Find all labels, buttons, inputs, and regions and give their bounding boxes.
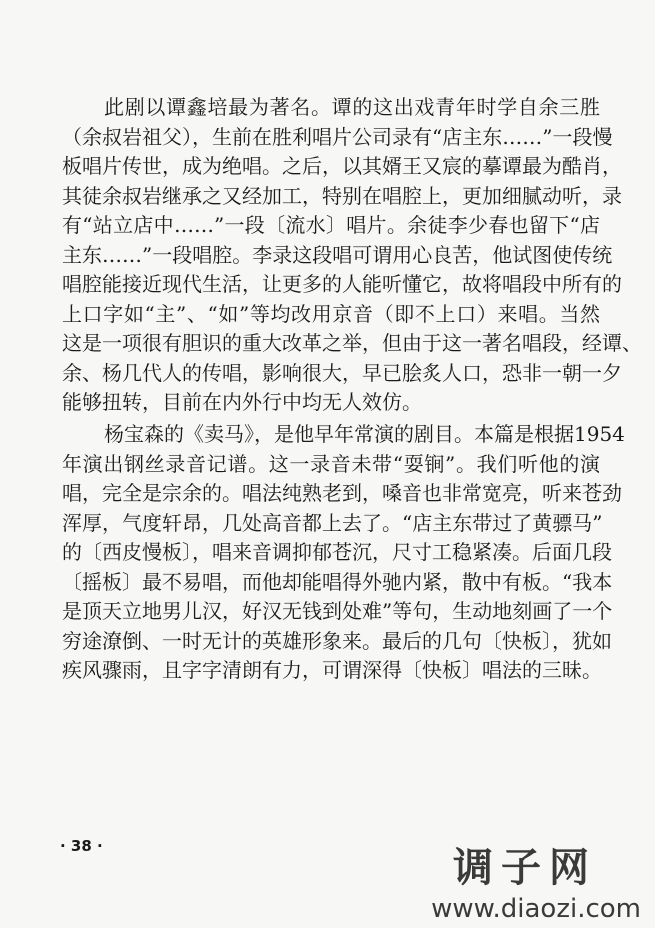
text-line: （余叔岩祖父），生前在胜利唱片公司录有“店主东……”一段慢 — [62, 124, 613, 149]
paragraph-2 — [62, 420, 625, 686]
text-line: 穷途潦倒、一时无计的英雄形象来。最后的几句〔快板〕，犹如 — [62, 628, 612, 653]
text-line: 唱腔能接近现代生活，让更多的人能听懂它，故将唱段中所有的 — [62, 272, 622, 296]
text-line: 浑厚，气度轩昂，几处高音都上去了。“店主东带过了黄骠马” — [62, 510, 603, 535]
text-line: 的〔西皮慢板〕，唱来音调抑郁苍沉，尺寸工稳紧凑。后面几段 — [62, 540, 612, 564]
watermark-title: 调子网 — [453, 845, 597, 891]
text-line: 余、杨几代人的传唱，影响很大，早已脍炙人口，恐非一朝一夕 — [62, 360, 622, 385]
paragraph-1 — [62, 93, 642, 418]
text-line: 是顶天立地男儿汉，好汉无钱到处难”等句，生动地刻画了一个 — [62, 599, 613, 623]
text-line: 有“站立店中……”一段〔流水〕唱片。余徒李少春也留下“店 — [62, 213, 600, 237]
text-line: 杨宝森的《卖马》，是他早年常演的剧目。本篇是根据1954 — [104, 422, 625, 446]
text-line: 〔摇板〕最不易唱，而他却能唱得外驰内紧，散中有板。“我本 — [62, 569, 613, 594]
text-line: 疾风骤雨，且字字清朗有力，可谓深得〔快板〕唱法的三昧。 — [62, 658, 602, 682]
text-line: 年演出钢丝录音记谱。这一录音未带“耍锏”。我们听他的演 — [62, 451, 600, 476]
text-line: 板唱片传世，成为绝唱。之后，以其婿王又宸的摹谭最为酷肖， — [62, 154, 622, 178]
text-line: 这是一项很有胆识的重大改革之举，但由于这一著名唱段，经谭、 — [62, 331, 642, 355]
text-line: 其徒余叔岩继承之又经加工，特别在唱腔上，更加细腻动听，录 — [62, 183, 622, 208]
text-line: 此剧以谭鑫培最为著名。谭的这出戏青年时学自余三胜 — [104, 95, 600, 119]
text-line: 能够扭转，目前在内外行中均无人效仿。 — [62, 390, 422, 414]
watermark-url: www.diaozi.com — [431, 894, 641, 924]
text-line: 上口字如“主”、“如”等均改用京音（即不上口）来唱。当然 — [62, 301, 600, 326]
page-number: · 38 · — [60, 837, 103, 855]
text-line: 唱，完全是宗余的。唱法纯熟老到，嗓音也非常宽亮，听来苍劲 — [62, 481, 622, 505]
text-line: 主东……”一段唱腔。李录这段唱可谓用心良苦，他试图使传统 — [62, 242, 613, 267]
